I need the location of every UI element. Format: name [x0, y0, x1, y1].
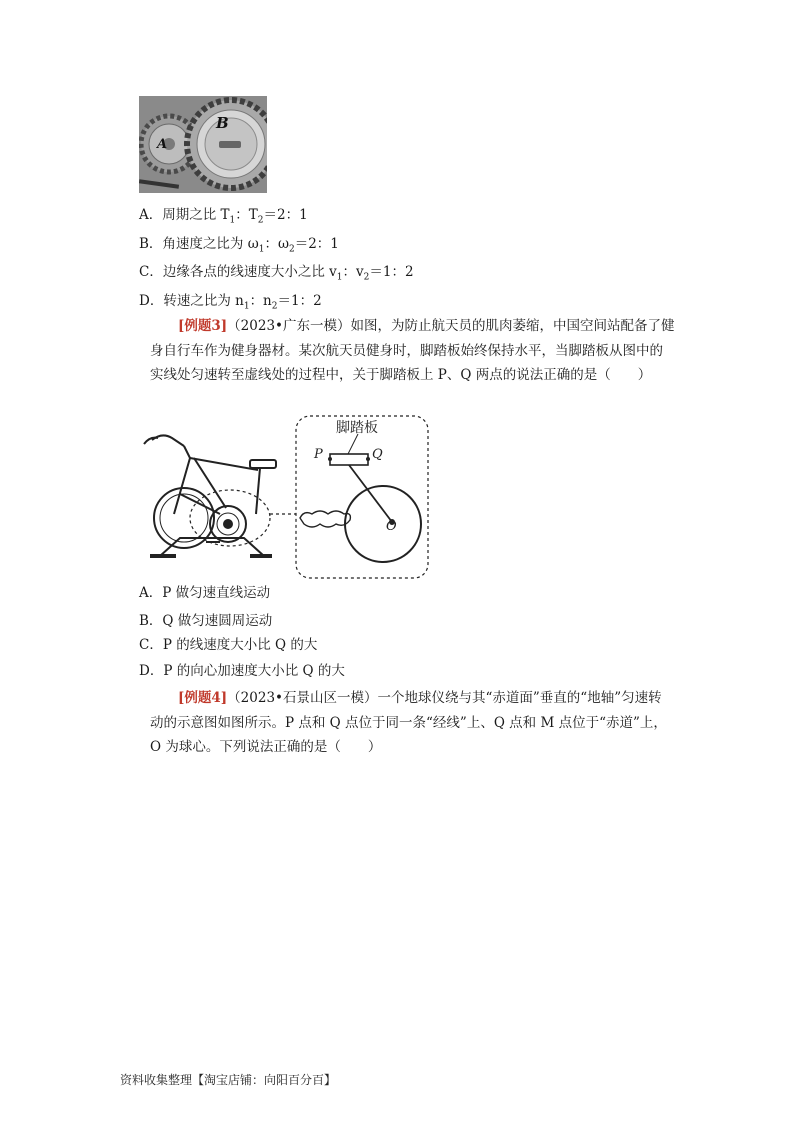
- page-footer: 资料收集整理【淘宝店铺：向阳百分百】: [120, 1073, 337, 1087]
- point-q-label: Q: [372, 447, 383, 462]
- example-3-option-c: C．P 的线速度大小比 Q 的大: [139, 637, 318, 653]
- example-3-option-a: A．P 做匀速直线运动: [139, 585, 271, 601]
- gears-figure: [139, 96, 267, 193]
- example-3-tag: [例题3]: [178, 318, 228, 334]
- exercise-bike-figure: [140, 414, 430, 580]
- gear-a-label: A: [157, 137, 168, 152]
- example-3-option-d: D．P 的向心加速度大小比 Q 的大: [139, 663, 345, 679]
- option-d: D．转速之比为 $n_1$：$n_2=1$：2: [139, 293, 322, 312]
- center-o-label: O: [386, 519, 397, 534]
- pedal-label: 脚踏板: [336, 420, 378, 436]
- point-p-label: P: [314, 447, 323, 462]
- option-c: C．边缘各点的线速度大小之比 $v_1$：$v_2=1$：2: [139, 264, 414, 283]
- option-a: A．周期之比 $T_1$：$T_2=2$：1: [139, 207, 308, 226]
- bike-frame-icon: [144, 435, 276, 556]
- example-3-stem: [例题3]（2023•广东一模）如图，为防止航天员的肌肉萎缩，中国空间站配备了健身自行车作为健身器材。某次航天员健身时，脚踏板始终保持水平，当脚踏板从图中的实线处匀速转至虚线处的过程中，关于脚踏板上 P、Q 两点的说法正确的是（ ）: [150, 318, 675, 383]
- option-b: B．角速度之比为 $\omega_1$：$\omega_2=2$：1: [139, 236, 339, 255]
- example-4-stem: [例题4]（2023•石景山区一模）一个地球仪绕与其“赤道面”垂直的“地轴”匀速转动的示意图如图所示。P 点和 Q 点位于同一条“经线”上、Q 点和 M 点位于“赤道”上，O 为球心。下列说法正确的是（ ）: [150, 690, 667, 755]
- gear-b-label: B: [216, 114, 229, 132]
- example-4-tag: [例题4]: [178, 690, 228, 706]
- example-3-option-b: B．Q 做匀速圆周运动: [139, 613, 273, 629]
- pedal-crank-icon: [300, 454, 421, 562]
